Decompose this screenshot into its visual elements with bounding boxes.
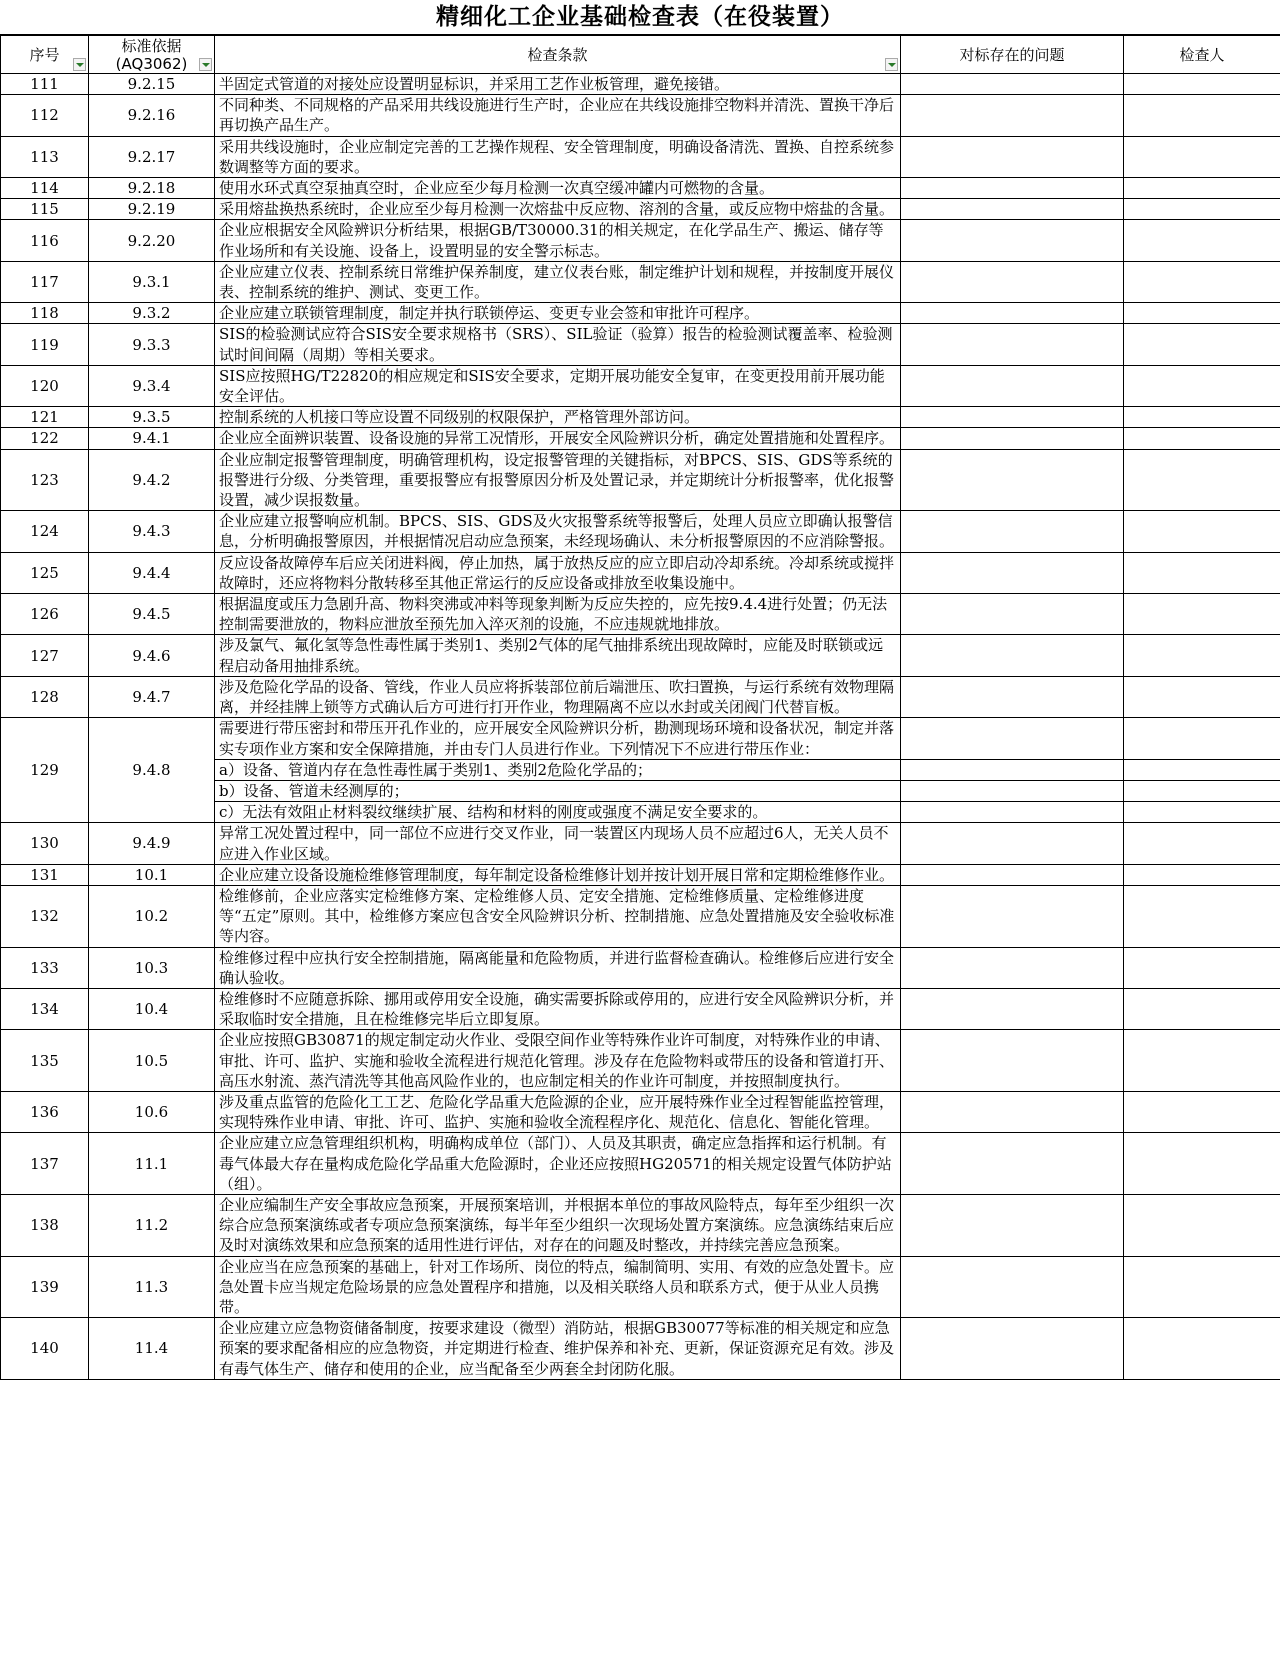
clause-cell[interactable]: 企业应根据安全风险辨识分析结果，根据GB/T30000.31的相关规定，在化学品生产、搬运、储存等作业场所和有关设施、设备上，设置明显的安全警示标志。 [215,220,901,261]
issue-cell[interactable] [901,449,1124,511]
issue-cell[interactable] [901,885,1124,947]
issue-cell[interactable] [901,802,1124,823]
issue-cell[interactable] [901,365,1124,406]
inspector-cell[interactable] [1124,676,1280,717]
issue-cell[interactable] [901,594,1124,635]
table-row [1,324,1280,365]
clause-cell[interactable]: 企业应建立应急物资储备制度，按要求建设（微型）消防站，根据GB30077等标准的相关规定和应急预案的要求配备相应的应急物资，并定期进行检查、维护保养和补充、更新，保证资源充足有效。涉及有毒气体生产、储存和使用的企业，应当配备至少两套全封闭防化服。 [215,1318,901,1380]
issue-cell[interactable] [901,635,1124,676]
clause-cell[interactable]: 企业应建立报警响应机制。BPCS、SIS、GDS及火灾报警系统等报警后，处理人员应立即确认报警信息，分析明确报警原因，并根据情况启动应急预案，未经现场确认、未分析报警原因的不应消除警报。 [215,511,901,552]
row-number-cell[interactable]: 131 [1,864,89,885]
standard-ref-cell[interactable]: 9.2.15 [89,74,215,95]
checklist-table [0,35,1280,1380]
inspector-cell[interactable] [1124,365,1280,406]
row-number-cell[interactable]: 127 [1,635,89,676]
clause-sub-item-cell[interactable]: c）无法有效阻止材料裂纹继续扩展、结构和材料的刚度或强度不满足安全要求的。 [215,802,901,823]
inspector-cell[interactable] [1124,802,1280,823]
row-number-cell[interactable]: 125 [1,552,89,593]
row-number-cell[interactable]: 115 [1,199,89,220]
standard-ref-cell[interactable]: 9.3.3 [89,324,215,365]
clause-cell[interactable]: 根据温度或压力急剧升高、物料突沸或冲料等现象判断为反应失控的，应先按9.4.4进行处置；仍无法控制需要泄放的，物料应泄放至预先加入淬灭剂的设施，不应违规就地排放。 [215,594,901,635]
standard-ref-cell[interactable]: 10.5 [89,1030,215,1092]
issue-cell[interactable] [901,1091,1124,1132]
issue-cell[interactable] [901,261,1124,302]
issue-cell[interactable] [901,74,1124,95]
standard-ref-cell[interactable]: 10.1 [89,864,215,885]
clause-cell[interactable]: 检维修过程中应执行安全控制措施，隔离能量和危险物质，并进行监督检查确认。检维修后应进行安全确认验收。 [215,947,901,988]
clause-cell[interactable]: 检维修时不应随意拆除、挪用或停用安全设施，确实需要拆除或停用的，应进行安全风险辨识分析，并采取临时安全措施，且在检维修完毕后立即复原。 [215,988,901,1029]
standard-ref-cell[interactable]: 9.2.20 [89,220,215,261]
issue-cell[interactable] [901,407,1124,428]
clause-cell[interactable]: 企业应建立设备设施检维修管理制度，每年制定设备检维修计划并按计划开展日常和定期检维修作业。 [215,864,901,885]
issue-cell[interactable] [901,199,1124,220]
inspector-cell[interactable] [1124,1030,1280,1092]
standard-ref-cell[interactable]: 10.2 [89,885,215,947]
table-row [1,261,1280,302]
inspector-cell[interactable] [1124,303,1280,324]
clause-cell[interactable]: 不同种类、不同规格的产品采用共线设施进行生产时，企业应在共线设施排空物料并清洗、置换干净后再切换产品生产。 [215,95,901,136]
header-std [89,36,215,74]
row-number-cell[interactable]: 119 [1,324,89,365]
clause-cell[interactable]: 企业应按照GB30871的规定制定动火作业、受限空间作业等特殊作业许可制度，对特殊作业的申请、审批、许可、监护、实施和验收全流程进行规范化管理。涉及存在危险物料或带压的设备和管道打开、高压水射流、蒸汽清洗等其他高风险作业的，也应制定相关的作业许可制度，并按照制度执行。 [215,1030,901,1092]
row-number-cell[interactable]: 132 [1,885,89,947]
standard-ref-cell[interactable]: 9.4.3 [89,511,215,552]
standard-ref-cell[interactable]: 9.3.4 [89,365,215,406]
table-row [1,552,1280,593]
header-row [1,36,1280,74]
header-seq [1,36,89,74]
table-row [1,823,1280,864]
table-row [1,1194,1280,1256]
clause-cell[interactable]: 涉及危险化学品的设备、管线，作业人员应将拆装部位前后端泄压、吹扫置换，与运行系统有效物理隔离，并经挂牌上锁等方式确认后方可进行打开作业，物理隔离不应以水封或关闭阀门代替盲板。 [215,676,901,717]
table-row [1,178,1280,199]
table-row [1,1133,1280,1195]
table-row [1,199,1280,220]
row-number-cell[interactable]: 121 [1,407,89,428]
inspector-cell[interactable] [1124,1318,1280,1380]
inspector-cell[interactable] [1124,428,1280,449]
clause-cell[interactable]: 企业应建立联锁管理制度，制定并执行联锁停运、变更专业会签和审批许可程序。 [215,303,901,324]
table-row [1,864,1280,885]
clause-cell[interactable]: SIS应按照HG/T22820的相应规定和SIS安全要求，定期开展功能安全复审，在变更投用前开展功能安全评估。 [215,365,901,406]
row-number-cell[interactable]: 130 [1,823,89,864]
clause-cell[interactable]: 检维修前，企业应落实定检维修方案、定检维修人员、定安全措施、定检维修质量、定检维修进度等“五定”原则。其中，检维修方案应包含安全风险辨识分析、控制措施、应急处置措施及安全验收标准等内容。 [215,885,901,947]
issue-cell[interactable] [901,220,1124,261]
inspector-cell[interactable] [1124,864,1280,885]
table-row [1,449,1280,511]
filter-dropdown-icon[interactable] [885,58,898,71]
standard-ref-cell[interactable]: 10.6 [89,1091,215,1132]
inspector-cell[interactable] [1124,199,1280,220]
inspector-cell[interactable] [1124,324,1280,365]
header-seq-label: 序号 [29,45,60,64]
inspector-cell[interactable] [1124,261,1280,302]
inspector-cell[interactable] [1124,885,1280,947]
standard-ref-cell[interactable]: 9.3.1 [89,261,215,302]
header-clause-label: 检查条款 [527,45,588,64]
table-row [1,365,1280,406]
clause-cell[interactable]: 涉及重点监管的危险化工工艺、危险化学品重大危险源的企业，应开展特殊作业全过程智能监控管理，实现特殊作业申请、审批、许可、监护、实施和验收全流程程序化、规范化、信息化、智能化管理。 [215,1091,901,1132]
row-number-cell[interactable]: 135 [1,1030,89,1092]
inspector-cell[interactable] [1124,407,1280,428]
table-row [1,1091,1280,1132]
table-row [1,136,1280,177]
standard-ref-cell[interactable]: 9.2.19 [89,199,215,220]
row-number-cell[interactable]: 139 [1,1256,89,1318]
clause-cell[interactable]: 需要进行带压密封和带压开孔作业的，应开展安全风险辨识分析，勘测现场环境和设备状况，制定并落实专项作业方案和安全保障措施，并由专门人员进行作业。下列情况下不应进行带压作业： [215,718,901,759]
standard-ref-cell[interactable]: 11.4 [89,1318,215,1380]
table-row [1,1256,1280,1318]
table-row [1,220,1280,261]
clause-cell[interactable]: 采用共线设施时，企业应制定完善的工艺操作规程、安全管理制度，明确设备清洗、置换、自控系统参数调整等方面的要求。 [215,136,901,177]
standard-ref-cell[interactable]: 9.2.16 [89,95,215,136]
inspector-cell[interactable] [1124,1194,1280,1256]
table-row [1,988,1280,1029]
row-number-cell[interactable]: 117 [1,261,89,302]
header-issue: 对标存在的问题 [901,36,1124,74]
table-row [1,718,1280,759]
table-row [1,676,1280,717]
standard-ref-cell[interactable]: 11.2 [89,1194,215,1256]
clause-cell[interactable]: 半固定式管道的对接处应设置明显标识，并采用工艺作业板管理，避免接错。 [215,74,901,95]
inspector-cell[interactable] [1124,95,1280,136]
inspector-cell[interactable] [1124,178,1280,199]
standard-ref-cell[interactable]: 9.4.1 [89,428,215,449]
row-number-cell[interactable]: 116 [1,220,89,261]
table-row [1,1318,1280,1380]
clause-cell[interactable]: 企业应建立仪表、控制系统日常维护保养制度，建立仪表台账，制定维护计划和规程，并按制度开展仪表、控制系统的维护、测试、变更工作。 [215,261,901,302]
issue-cell[interactable] [901,864,1124,885]
inspector-cell[interactable] [1124,759,1280,780]
table-row [1,947,1280,988]
standard-ref-cell[interactable]: 9.2.17 [89,136,215,177]
inspector-cell[interactable] [1124,988,1280,1029]
issue-cell[interactable] [901,552,1124,593]
row-number-cell[interactable]: 134 [1,988,89,1029]
table-row [1,407,1280,428]
inspector-cell[interactable] [1124,136,1280,177]
issue-cell[interactable] [901,178,1124,199]
issue-cell[interactable] [901,780,1124,801]
row-number-cell[interactable]: 112 [1,95,89,136]
row-number-cell[interactable]: 123 [1,449,89,511]
standard-ref-cell[interactable]: 9.4.9 [89,823,215,864]
inspector-cell[interactable] [1124,1256,1280,1318]
filter-dropdown-icon[interactable] [199,58,212,71]
row-number-cell[interactable]: 118 [1,303,89,324]
clause-cell[interactable]: 控制系统的人机接口等应设置不同级别的权限保护，严格管理外部访问。 [215,407,901,428]
standard-ref-cell[interactable]: 9.2.18 [89,178,215,199]
table-body [1,74,1280,1380]
issue-cell[interactable] [901,1133,1124,1195]
row-number-cell[interactable]: 128 [1,676,89,717]
issue-cell[interactable] [901,718,1124,759]
clause-sub-item-cell[interactable]: a）设备、管道内存在急性毒性属于类别1、类别2危险化学品的； [215,759,901,780]
clause-cell[interactable]: 反应设备故障停车后应关闭进料阀，停止加热，属于放热反应的应立即启动冷却系统。冷却系统或搅拌故障时，还应将物料分散转移至其他正常运行的反应设备或排放至收集设施中。 [215,552,901,593]
row-number-cell[interactable]: 137 [1,1133,89,1195]
inspector-cell[interactable] [1124,511,1280,552]
row-number-cell[interactable]: 113 [1,136,89,177]
issue-cell[interactable] [901,1194,1124,1256]
standard-ref-cell[interactable]: 9.3.5 [89,407,215,428]
row-number-cell[interactable]: 126 [1,594,89,635]
row-number-cell[interactable]: 124 [1,511,89,552]
clause-cell[interactable]: 企业应当在应急预案的基础上，针对工作场所、岗位的特点，编制简明、实用、有效的应急处置卡。应急处置卡应当规定危险场景的应急处置程序和措施，以及相关联络人员和联系方式，便于从业人员携带。 [215,1256,901,1318]
row-number-cell[interactable]: 133 [1,947,89,988]
standard-ref-cell[interactable]: 9.4.5 [89,594,215,635]
row-number-cell[interactable]: 114 [1,178,89,199]
standard-ref-cell[interactable]: 9.4.7 [89,676,215,717]
inspector-cell[interactable] [1124,220,1280,261]
inspector-cell[interactable] [1124,823,1280,864]
table-row [1,635,1280,676]
inspector-cell[interactable] [1124,780,1280,801]
header-std-label: 标准依据 [121,36,182,55]
row-number-cell[interactable]: 136 [1,1091,89,1132]
sheet-title: 精细化工企业基础检查表（在役装置） [0,0,1280,35]
row-number-cell[interactable]: 140 [1,1318,89,1380]
header-inspector: 检查人 [1124,36,1280,74]
inspector-cell[interactable] [1124,74,1280,95]
table-row [1,95,1280,136]
issue-cell[interactable] [901,324,1124,365]
issue-cell[interactable] [901,1318,1124,1380]
issue-cell[interactable] [901,823,1124,864]
filter-dropdown-icon[interactable] [73,58,86,71]
issue-cell[interactable] [901,759,1124,780]
issue-cell[interactable] [901,1256,1124,1318]
issue-cell[interactable] [901,947,1124,988]
header-std-sublabel: (AQ3062) [115,54,188,73]
clause-cell[interactable]: 企业应编制生产安全事故应急预案，开展预案培训，并根据本单位的事故风险特点，每年至少组织一次综合应急预案演练或者专项应急预案演练，每半年至少组织一次现场处置方案演练。应急演练结束后应及时对演练效果和应急预案的适用性进行评估，对存在的问题及时整改，并持续完善应急预案。 [215,1194,901,1256]
clause-cell[interactable]: 涉及氯气、氟化氢等急性毒性属于类别1、类别2气体的尾气抽排系统出现故障时，应能及时联锁或远程启动备用抽排系统。 [215,635,901,676]
standard-ref-cell[interactable]: 10.4 [89,988,215,1029]
inspector-cell[interactable] [1124,449,1280,511]
row-number-cell[interactable]: 129 [1,718,89,823]
inspector-cell[interactable] [1124,635,1280,676]
row-number-cell[interactable]: 111 [1,74,89,95]
table-row [1,303,1280,324]
inspector-cell[interactable] [1124,594,1280,635]
standard-ref-cell[interactable]: 11.1 [89,1133,215,1195]
inspector-cell[interactable] [1124,1133,1280,1195]
standard-ref-cell[interactable]: 9.4.8 [89,718,215,823]
issue-cell[interactable] [901,676,1124,717]
standard-ref-cell[interactable]: 9.3.2 [89,303,215,324]
inspector-cell[interactable] [1124,947,1280,988]
clause-sub-item-cell[interactable]: b）设备、管道未经测厚的； [215,780,901,801]
row-number-cell[interactable]: 120 [1,365,89,406]
inspector-cell[interactable] [1124,1091,1280,1132]
clause-cell[interactable]: 异常工况处置过程中，同一部位不应进行交叉作业，同一装置区内现场人员不应超过6人，无关人员不应进入作业区域。 [215,823,901,864]
standard-ref-cell[interactable]: 9.4.2 [89,449,215,511]
standard-ref-cell[interactable]: 10.3 [89,947,215,988]
issue-cell[interactable] [901,136,1124,177]
issue-cell[interactable] [901,95,1124,136]
standard-ref-cell[interactable]: 9.4.4 [89,552,215,593]
inspector-cell[interactable] [1124,552,1280,593]
clause-cell[interactable]: 企业应制定报警管理制度，明确管理机构，设定报警管理的关键指标，对BPCS、SIS、GDS等系统的报警进行分级、分类管理，重要报警应有报警原因分析及处置记录，并定期统计分析报警率，优化报警设置，减少误报数量。 [215,449,901,511]
header-clause [215,36,901,74]
issue-cell[interactable] [901,428,1124,449]
clause-cell[interactable]: 使用水环式真空泵抽真空时，企业应至少每月检测一次真空缓冲罐内可燃物的含量。 [215,178,901,199]
table-row [1,1030,1280,1092]
standard-ref-cell[interactable]: 11.3 [89,1256,215,1318]
standard-ref-cell[interactable]: 9.4.6 [89,635,215,676]
clause-cell[interactable]: 企业应建立应急管理组织机构，明确构成单位（部门）、人员及其职责，确定应急指挥和运行机制。有毒气体最大存在量构成危险化学品重大危险源时，企业还应按照HG20571的相关规定设置气体防护站（组）。 [215,1133,901,1195]
table-row [1,511,1280,552]
table-row [1,428,1280,449]
issue-cell[interactable] [901,303,1124,324]
row-number-cell[interactable]: 122 [1,428,89,449]
inspector-cell[interactable] [1124,718,1280,759]
clause-cell[interactable]: 采用熔盐换热系统时，企业应至少每月检测一次熔盐中反应物、溶剂的含量，或反应物中熔盐的含量。 [215,199,901,220]
table-row [1,885,1280,947]
table-row [1,594,1280,635]
issue-cell[interactable] [901,511,1124,552]
row-number-cell[interactable]: 138 [1,1194,89,1256]
table-row [1,74,1280,95]
issue-cell[interactable] [901,988,1124,1029]
clause-cell[interactable]: SIS的检验测试应符合SIS安全要求规格书（SRS）、SIL验证（验算）报告的检验测试覆盖率、检验测试时间间隔（周期）等相关要求。 [215,324,901,365]
issue-cell[interactable] [901,1030,1124,1092]
clause-cell[interactable]: 企业应全面辨识装置、设备设施的异常工况情形，开展安全风险辨识分析，确定处置措施和处置程序。 [215,428,901,449]
